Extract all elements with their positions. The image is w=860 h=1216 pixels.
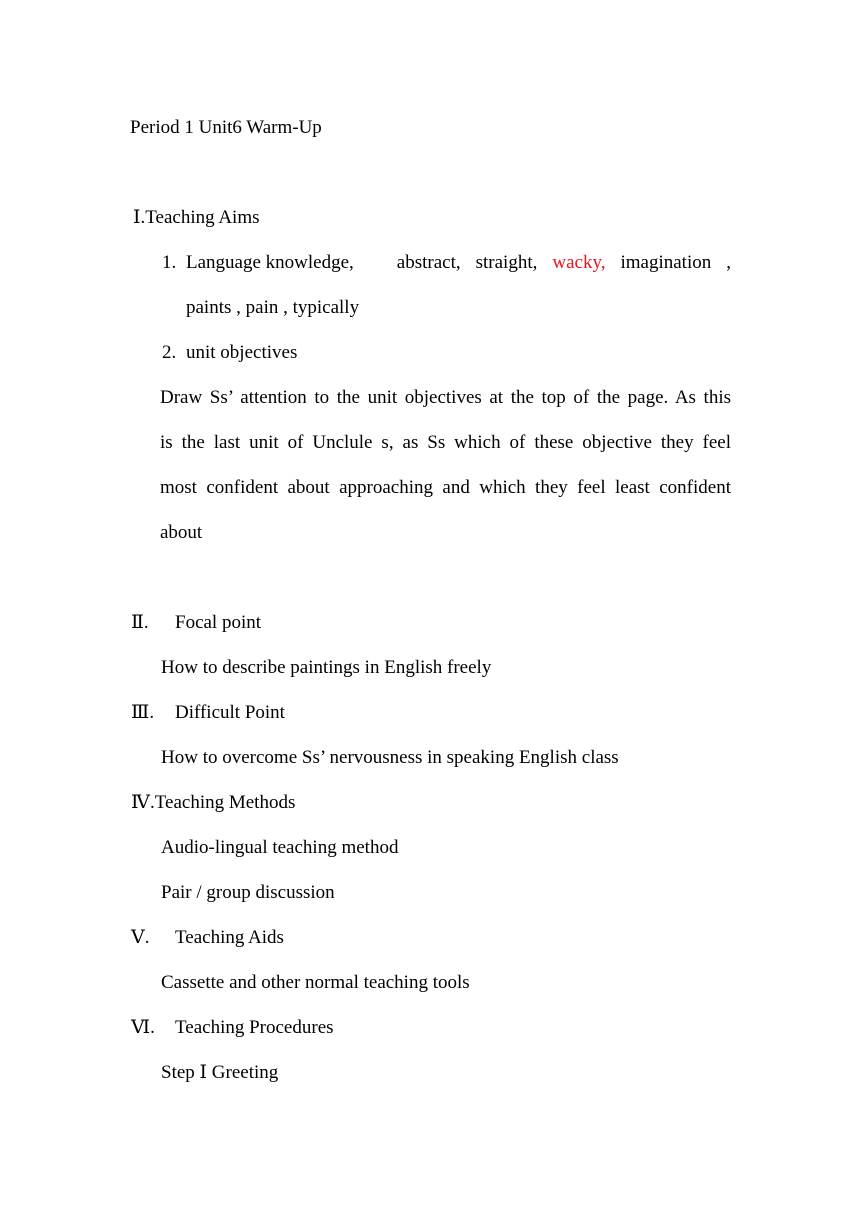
vocab-word: straight,: [475, 252, 538, 273]
methods-item: Audio-lingual teaching method: [161, 837, 399, 858]
aims-item-1-number: 1.: [162, 252, 177, 273]
section-methods-title: Teaching Methods: [154, 792, 296, 813]
section-focal-numeral: Ⅱ.: [131, 612, 149, 633]
vocab-word: imagination: [620, 252, 712, 273]
document-title: Period 1 Unit6 Warm-Up: [130, 117, 322, 138]
aims-item-1-continuation: paints , pain , typically: [186, 297, 360, 318]
vocab-word-highlighted: wacky,: [552, 252, 606, 273]
methods-item: Pair / group discussion: [161, 882, 335, 903]
procedures-step: Step Ⅰ Greeting: [161, 1062, 279, 1083]
section-aids-numeral: Ⅴ.: [131, 927, 150, 948]
section-aims-heading: [133, 207, 260, 229]
aims-paragraph-line: is the last unit of Unclule s, as Ss which of these objective they feel: [160, 432, 731, 453]
aims-paragraph-line: about: [160, 522, 203, 543]
section-difficult-numeral: Ⅲ.: [131, 702, 155, 723]
aims-item-1-line: [186, 252, 731, 274]
section-methods-heading: [131, 792, 295, 814]
section-aims-title: Teaching Aims: [145, 207, 260, 228]
section-aims-numeral: Ⅰ.: [133, 207, 146, 228]
section-aids-body: Cassette and other normal teaching tools: [161, 972, 470, 993]
vocab-comma: ,: [726, 252, 731, 273]
vocab-word: abstract,: [396, 252, 461, 273]
section-difficult-body: How to overcome Ss’ nervousness in speaking English class: [161, 747, 619, 768]
aims-paragraph-line: Draw Ss’ attention to the unit objectives at the top of the page. As this: [160, 387, 731, 408]
aims-paragraph-line: most confident about approaching and which they feel least confident: [160, 477, 731, 498]
section-procedures-heading: Teaching Procedures: [175, 1017, 334, 1038]
section-procedures-numeral: Ⅵ.: [131, 1017, 155, 1038]
aims-item-2-number: 2.: [162, 342, 177, 363]
section-difficult-heading: Difficult Point: [175, 702, 285, 723]
section-aids-heading: Teaching Aids: [175, 927, 284, 948]
section-focal-body: How to describe paintings in English freely: [161, 657, 492, 678]
aims-item-1-label: Language knowledge,: [186, 252, 354, 273]
section-methods-numeral: Ⅳ.: [131, 792, 155, 813]
section-focal-heading: Focal point: [175, 612, 262, 633]
aims-item-2-label: unit objectives: [186, 342, 298, 363]
